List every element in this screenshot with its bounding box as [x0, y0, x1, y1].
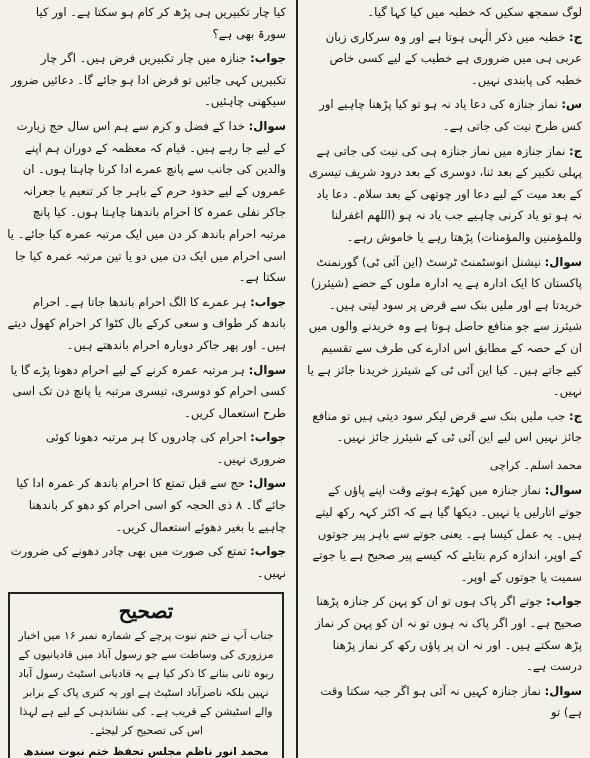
correction-box [8, 592, 284, 758]
byline: محمد اسلم۔ کراچی [489, 458, 582, 472]
qa-paragraph [6, 2, 286, 45]
qa-lead: ج: [569, 29, 582, 44]
qa-lead: سوال: [248, 118, 286, 133]
qa-text: جوتے اگر پاک ہوں تو ان کو پہن کر جنازہ پڑھنا صحیح ہے۔ اور اگر پاک نہ ہوں تو نہ ان کو پہن کر نماز پڑھ سکتے ہیں۔ اور نہ ان پر پاؤں رکھ کر نماز پڑھنا درست ہے۔ [315, 594, 582, 674]
column-divider [296, 0, 298, 758]
left-column [2, 0, 292, 758]
qa-text: ہر مرتبہ عمرہ کرنے کے لیے احرام دھونا پڑے گا یا کسی احرام کو دوسری، تیسری مرتبہ یا پانچ دن تک اسی طرح استعمال کریں۔ [10, 362, 286, 420]
correction-text: جناب آپ نے ختم نبوت پرچے کے شمارہ نمبر ۱۶ میں اخبار مرزوری کی وساطت سے جو رسول آباد میں قادیانیوں کے ربوہ ثانی بنانے کا ذکر کیا ہے یہ قادیانی اسٹیٹ رسول آباد نہیں بلکہ ناصرآباد اسٹیٹ ہے اور یہ کنری پاک کے برابر والے اسٹیشن کے قریب ہے۔ کی نشاندہی کے لیے ہے لہذا اس کی تصحیح کر لیجئے۔ [18, 629, 274, 738]
right-column [302, 0, 588, 758]
qa-list-2 [306, 480, 582, 724]
qa-lead: سوال: [248, 362, 286, 377]
qa-paragraph [306, 681, 582, 724]
qa-text: نیشنل انوسٹمنٹ ٹرسٹ (این آئی ٹی) گورنمنٹ پاکستان کا ایک ادارہ ہے یہ ادارہ ملوں کے حصے (شیئرز) خریدتا ہے اور ملیں بنک سے قرض پر سود لیتی ہیں۔ شیئرز سے جو منافع حاصل ہوتا ہے وہ خریدنے والوں میں ان کے حصہ کے مطابق اس ادارے کی طرف سے تقسیم کیے جاتے ہیں۔ کیا این آئی ٹی کے شیئرز خریدنا جائز ہے یا نہیں۔ [307, 254, 582, 399]
qa-list [6, 2, 286, 584]
qa-text: نماز جنازہ کی دعا یاد نہ ہو تو کیا پڑھنا چاہیے اور کس طرح نیت کی جاتی ہے۔ [319, 97, 582, 133]
qa-paragraph [306, 591, 582, 677]
qa-lead: س: [561, 97, 582, 112]
qa-paragraph [306, 94, 582, 137]
qa-list [306, 2, 582, 449]
qa-paragraph [6, 48, 286, 113]
qa-lead: جواب: [250, 544, 286, 559]
qa-paragraph [306, 480, 582, 588]
qa-text: حج سے قبل تمتع کا احرام باندھ کر عمرہ ادا کیا جائے گا۔ ۸ ذی الحجہ کو اسی احرام کو دھو کر باندھنا چاہیے یا بغیر دھوئے استعمال کریں۔ [16, 476, 286, 534]
qa-lead: سوال: [544, 483, 582, 498]
qa-text: جنازہ میں چار تکبیریں فرض ہیں۔ اگر چار تکبیریں کہی جائیں تو فرض ادا ہو جائے گا۔ دعائیں ضرور سیکھنی چاہئیں۔ [11, 51, 286, 109]
qa-text: جب ملیں بنک سے قرض لیکر سود دیتی ہیں تو منافع جائز نہیں اس لیے این آئی ٹی کے شیئرز جائز نہیں۔ [312, 408, 582, 445]
qa-paragraph [6, 292, 286, 357]
qa-lead: ج: [569, 408, 582, 423]
qa-paragraph [306, 252, 582, 403]
qa-text: نماز جنازہ میں نماز جنازہ ہی کی نیت کی جاتی ہے پہلی تکبیر کے بعد ثنا، دوسری کے بعد درود شریف تیسری کے بعد میت کے لیے دعا اور چوتھی کے بعد سلام۔ دعا یاد نہ ہو تو یاد کرنی چاہیے جب یاد نہ ہو (اللھم اغفرلنا وللمؤمنین والمؤمنات) پڑھتا رہے یا خاموش رہے۔ [308, 143, 582, 244]
qa-text: نماز جنازہ میں کھڑے ہوتے وقت اپنے پاؤں کے جوتے اتارلیں یا نہیں۔ دیکھا گیا ہے کہ اکثر کہہ رکھ لیتے ہیں۔ یہ عمل کیسا ہے۔ یعنی جوتے سے باہر پیر جوتوں کے اوپر، اندازہ کرم بتایئے کہ کیسے پیر صحیح ہے یا جوتے سمیت یا جوتوں کے اوپر۔ [312, 483, 582, 584]
qa-lead: جواب: [250, 51, 286, 66]
qa-paragraph [6, 541, 286, 584]
qa-lead: جواب: [546, 594, 582, 609]
qa-paragraph [306, 141, 582, 249]
qa-paragraph [6, 360, 286, 425]
qa-paragraph [6, 116, 286, 289]
qa-text: احرام کی چادروں کا ہر مرتبہ دھونا کوئی ضروری نہیں۔ [45, 430, 286, 466]
qa-text: لوگ سمجھ سکیں کہ خطبہ میں کیا کہا گیا۔ [367, 5, 582, 19]
qa-lead: جواب: [250, 430, 286, 445]
qa-text: کیا چار تکبیریں ہی پڑھ کر کام ہو سکتا ہے۔ اور کیا سورۃ بھی ہے؟ [35, 5, 286, 41]
qa-paragraph [306, 406, 582, 449]
qa-lead: جواب: [250, 294, 286, 309]
qa-lead: ج: [569, 143, 582, 158]
qa-paragraph [306, 27, 582, 92]
qa-text: ہر عمرے کا الگ احرام باندھا جاتا ہے۔ احرام باندھ کر طواف و سعی کرکے بال کٹوا کر احرام کھول دیتے ہیں۔ اور پھر جاکر دوبارہ احرام باندھتے ہیں۔ [7, 294, 286, 352]
qa-paragraph [6, 427, 286, 470]
qa-lead: سوال: [248, 476, 286, 491]
qa-text: خدا کے فضل و کرم سے ہم اس سال حج زیارت کے لیے جا رہے ہیں۔ قیام کہ معظمہ کے دوران ہم اپنے والدین کی جانب سے پانچ عمرے ادا کرنا چاہتا ہوں۔ ان عمروں کے لیے حدود حرم کے باہر جا کر تنعیم یا جعرانہ جاکر نفلی عمرہ کا احرام باندھنا چاہتا ہوں۔ کیا پانچ مرتبہ احرام باندھ کر دن میں ایک مرتبہ عمرہ کیا جائے۔ یا اسی احرام میں ایک دن میں دو یا تین مرتبہ عمرہ کیا جا سکتا ہے۔ [7, 118, 286, 285]
correction-title: تصحیح [118, 599, 174, 624]
qa-text: نماز جنازہ کہیں نہ آئی ہو اگر جبہ سکتا وقت ہے) تو [320, 683, 582, 720]
qa-text: تمتع کی صورت میں بھی چادر دھونے کی ضرورت نہیں۔ [10, 544, 286, 580]
qa-paragraph [306, 2, 582, 24]
qa-text: خطبہ میں ذکر الٰہی ہوتا ہے اور وہ سرکاری زبان عربی ہی میں ضروری ہے خطیب کے لیے کسی خاص خطبہ کی پابندی نہیں۔ [325, 29, 582, 87]
qa-lead: سوال: [544, 254, 582, 269]
qa-paragraph [6, 473, 286, 538]
correction-signature: محمد انور ناظم مجلس تحفظ ختم نبوت سندھ [23, 745, 269, 758]
qa-lead: سوال: [544, 683, 582, 698]
